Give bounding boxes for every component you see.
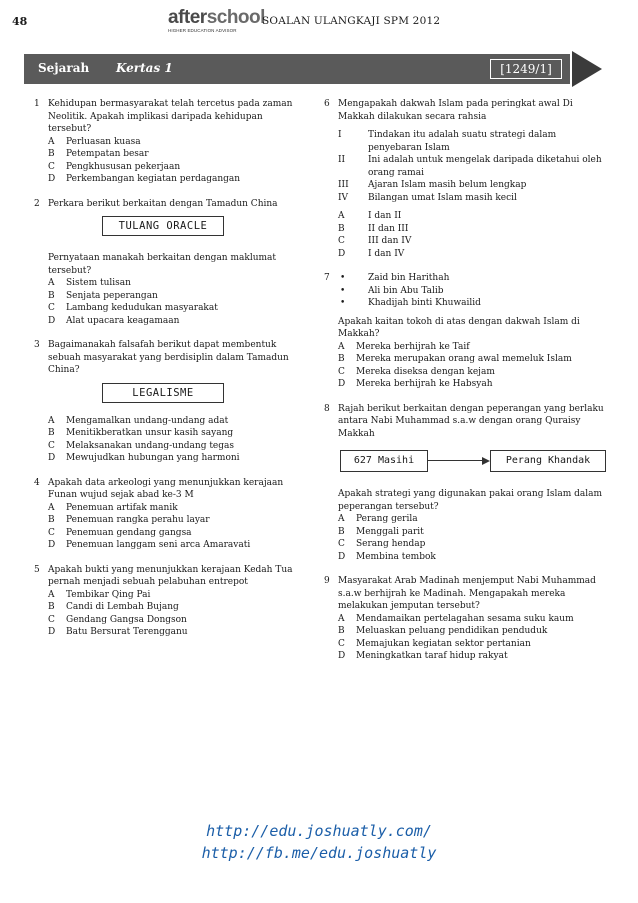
question-prompt: Pernyataan manakah berkaitan dengan maklumat tersebut? — [48, 253, 277, 276]
option-letter: B — [48, 602, 55, 612]
question-number: 8 — [324, 403, 330, 414]
question-stem: Perkara berikut berkaitan dengan Tamadun China — [48, 198, 278, 209]
statement-iv — [338, 192, 604, 205]
bullet-icon: • — [340, 273, 346, 283]
option-c[interactable] — [338, 366, 604, 379]
statement-text: Ini adalah untuk mengelak daripada diketahui oleh orang ramai — [368, 155, 602, 178]
right-column — [324, 98, 604, 675]
option-d[interactable] — [48, 626, 302, 639]
option-text: Membina tembok — [356, 551, 436, 562]
option-letter: B — [48, 428, 55, 438]
option-c[interactable] — [48, 527, 302, 540]
question-number: 2 — [34, 198, 40, 209]
option-text: Menggali parit — [356, 526, 424, 537]
option-letter: B — [338, 354, 345, 364]
question-2 — [34, 198, 302, 328]
option-b[interactable] — [338, 625, 604, 638]
option-text: Perang gerila — [356, 514, 418, 524]
arrow-right-icon — [572, 51, 602, 87]
header-title: SOALAN ULANGKAJI SPM 2012 — [262, 15, 441, 27]
option-text: Candi di Lembah Bujang — [66, 602, 179, 612]
bullet-text: Khadijah binti Khuwailid — [368, 298, 481, 308]
option-letter: A — [338, 211, 345, 221]
statement-numeral: III — [338, 180, 349, 190]
statement-text: Ajaran Islam masih belum lengkap — [368, 180, 527, 190]
question-stem: Kehidupan bermasyarakat telah tercetus pada zaman Neolitik. Apakah implikasi daripada kehidupan tersebut? — [48, 99, 293, 134]
option-text: Tembikar Qing Pai — [66, 589, 151, 600]
option-c[interactable] — [48, 614, 302, 627]
option-text: III dan IV — [368, 236, 412, 246]
option-b[interactable] — [48, 601, 302, 614]
option-text: Penemuan langgam seni arca Amaravati — [66, 540, 251, 550]
option-letter: A — [338, 514, 345, 524]
option-text: I dan IV — [368, 248, 405, 259]
option-letter: D — [338, 551, 346, 562]
option-a[interactable] — [48, 136, 302, 149]
option-letter: D — [338, 651, 346, 661]
question-stem: Bagaimanakah falsafah berikut dapat membentuk sebuah masyarakat yang berdisiplin dalam Tamadun China? — [48, 340, 289, 375]
option-c[interactable] — [48, 440, 302, 453]
flow-box-year: 627 Masihi — [340, 450, 428, 472]
footer-link-edu[interactable]: http://edu.joshuatly.com/ — [206, 822, 432, 840]
option-letter: D — [48, 627, 56, 637]
option-letter: D — [338, 248, 346, 259]
statement-i — [338, 129, 604, 154]
option-letter: C — [338, 539, 345, 549]
logo-tagline: HIGHER EDUCATION ADVISOR — [168, 28, 237, 33]
statement-numeral: IV — [338, 192, 349, 203]
option-text: Penemuan artifak manik — [66, 502, 178, 513]
flow-box-event: Perang Khandak — [490, 450, 606, 472]
option-a[interactable] — [338, 613, 604, 626]
option-letter: B — [48, 149, 55, 159]
option-text: Alat upacara keagamaan — [66, 315, 180, 326]
statement-text: Bilangan umat Islam masih kecil — [368, 192, 517, 203]
option-text: Perkembangan kegiatan perdagangan — [66, 174, 241, 184]
option-text: Gendang Gangsa Dongson — [66, 614, 187, 625]
option-c[interactable] — [338, 638, 604, 651]
option-text: Petempatan besar — [66, 149, 149, 159]
option-text: II dan III — [368, 223, 409, 234]
option-text: Senjata peperangan — [66, 290, 158, 301]
option-text: Mereka berhijrah ke Taif — [356, 341, 470, 352]
option-letter: D — [48, 453, 56, 463]
option-c[interactable] — [48, 302, 302, 315]
option-letter: C — [48, 161, 55, 172]
option-letter: C — [48, 440, 55, 451]
logo-wordmark — [168, 7, 265, 28]
bullet-text: Ali bin Abu Talib — [368, 285, 444, 296]
option-a[interactable] — [338, 210, 604, 223]
info-box: LEGALISME — [102, 383, 224, 403]
option-letter: B — [338, 223, 345, 234]
option-letter: C — [338, 638, 345, 649]
question-3 — [34, 339, 302, 465]
statement-text: Tindakan itu adalah suatu strategi dalam penyebaran Islam — [368, 130, 557, 153]
option-letter: B — [48, 515, 55, 525]
option-d[interactable] — [338, 551, 604, 564]
option-d[interactable] — [48, 173, 302, 186]
option-letter: B — [338, 526, 345, 537]
footer-links — [0, 820, 638, 864]
footer-link-fb[interactable]: http://fb.me/edu.joshuatly — [201, 844, 437, 862]
option-text: Meningkatkan taraf hidup rakyat — [356, 651, 508, 661]
question-1 — [34, 98, 302, 186]
question-number: 6 — [324, 99, 330, 109]
bullet-item — [338, 297, 604, 310]
option-d[interactable] — [48, 539, 302, 552]
question-number: 1 — [34, 99, 40, 109]
option-text: Mengamalkan undang-undang adat — [66, 415, 229, 426]
option-c[interactable] — [338, 538, 604, 551]
option-letter: A — [338, 613, 345, 624]
question-number: 3 — [34, 340, 40, 350]
statement-iii — [338, 179, 604, 192]
option-text: Pengkhususan pekerjaan — [66, 161, 181, 172]
paper-banner — [24, 54, 570, 84]
logo-accent: school — [206, 7, 265, 28]
option-letter: A — [48, 136, 55, 147]
option-letter: A — [338, 341, 345, 352]
logo-main: after — [168, 7, 207, 28]
option-letter: A — [48, 502, 55, 513]
question-number: 7 — [324, 273, 330, 283]
question-4 — [34, 477, 302, 552]
question-prompt: Apakah strategi yang digunakan pakai orang Islam dalam peperangan tersebut? — [338, 489, 603, 512]
option-text: Meluaskan peluang pendidikan penduduk — [356, 626, 548, 636]
option-letter: D — [48, 315, 56, 326]
question-number: 9 — [324, 576, 330, 586]
question-9 — [324, 575, 604, 663]
afterschool-logo — [168, 7, 265, 38]
option-d[interactable] — [338, 378, 604, 391]
option-d[interactable] — [338, 650, 604, 663]
question-stem: Rajah berikut berkaitan dengan peperangan yang berlaku antara Nabi Muhammad s.a.w dengan orang Quraisy Makkah — [338, 403, 604, 439]
option-b[interactable] — [338, 223, 604, 236]
option-a[interactable] — [338, 513, 604, 526]
option-b[interactable] — [48, 290, 302, 303]
option-text: Batu Bersurat Terengganu — [66, 627, 188, 637]
option-text: Mereka diseksa dengan kejam — [356, 366, 495, 377]
option-b[interactable] — [48, 514, 302, 527]
option-text: Perluasan kuasa — [66, 136, 141, 147]
option-d[interactable] — [48, 452, 302, 465]
option-letter: D — [338, 379, 346, 389]
option-b[interactable] — [48, 148, 302, 161]
option-letter: C — [338, 366, 345, 377]
option-text: Menitikberatkan unsur kasih sayang — [66, 428, 234, 438]
subject-label: Sejarah — [38, 61, 90, 75]
option-letter: C — [48, 527, 55, 538]
bullet-item — [338, 285, 604, 298]
option-letter: B — [338, 626, 345, 636]
option-c[interactable] — [48, 161, 302, 174]
bullet-item — [338, 272, 604, 285]
option-text: Melaksanakan undang-undang tegas — [66, 440, 235, 451]
statement-numeral: I — [338, 130, 342, 140]
flow-arrow-line — [428, 460, 484, 461]
option-text: Penemuan rangka perahu layar — [66, 515, 210, 525]
arrow-right-icon — [482, 457, 490, 465]
page-number: 48 — [12, 15, 28, 28]
option-text: Serang hendap — [356, 539, 426, 549]
option-letter: C — [338, 236, 345, 246]
question-number: 5 — [34, 564, 40, 575]
question-6 — [324, 98, 604, 260]
option-b[interactable] — [48, 427, 302, 440]
question-number: 4 — [34, 477, 40, 488]
option-letter: D — [48, 540, 56, 550]
option-a[interactable] — [338, 341, 604, 354]
option-letter: C — [48, 303, 55, 313]
statement-numeral: II — [338, 155, 346, 165]
question-stem: Apakah bukti yang menunjukkan kerajaan Kedah Tua pernah menjadi sebuah pelabuhan entrepot — [48, 564, 293, 587]
question-stem: Masyarakat Arab Madinah menjemput Nabi Muhammad s.a.w berhijrah ke Madinah. Mengapakah mereka melakukan jemputan tersebut? — [338, 576, 596, 611]
option-b[interactable] — [338, 526, 604, 539]
paper-code: [1249/1] — [490, 59, 562, 79]
question-stem: Mengapakah dakwah Islam pada peringkat awal Di Makkah dilakukan secara rahsia — [338, 99, 573, 122]
bullet-icon: • — [340, 298, 346, 308]
option-d[interactable] — [48, 315, 302, 328]
option-d[interactable] — [338, 248, 604, 261]
option-text: I dan II — [368, 211, 402, 221]
option-text: Lambang kedudukan masyarakat — [66, 303, 218, 313]
option-a[interactable] — [48, 415, 302, 428]
option-letter: A — [48, 278, 55, 288]
left-column — [34, 98, 302, 651]
question-stem: Apakah data arkeologi yang menunjukkan kerajaan Funan wujud sejak abad ke-3 M — [48, 477, 284, 500]
option-letter: A — [48, 415, 55, 426]
option-c[interactable] — [338, 235, 604, 248]
bullet-icon: • — [340, 285, 346, 296]
option-text: Penemuan gendang gangsa — [66, 527, 192, 538]
page-header — [0, 8, 638, 40]
question-8 — [324, 403, 604, 564]
bullet-text: Zaid bin Harithah — [368, 273, 450, 283]
option-letter: B — [48, 290, 55, 301]
option-text: Memajukan kegiatan sektor pertanian — [356, 638, 531, 649]
paper-label: Kertas 1 — [116, 61, 173, 75]
option-a[interactable] — [48, 589, 302, 602]
option-text: Mereka berhijrah ke Habsyah — [356, 379, 493, 389]
statement-ii — [338, 154, 604, 179]
info-box: TULANG ORACLE — [102, 216, 224, 236]
question-7 — [324, 272, 604, 391]
option-a[interactable] — [48, 277, 302, 290]
option-text: Mendamaikan pertelagahan sesama suku kaum — [356, 613, 574, 624]
question-stem: Apakah kaitan tokoh di atas dengan dakwah Islam di Makkah? — [338, 316, 580, 339]
option-text: Sistem tulisan — [66, 278, 131, 288]
option-a[interactable] — [48, 502, 302, 515]
option-text: Mereka merupakan orang awal memeluk Islam — [356, 354, 572, 364]
flow-diagram — [338, 448, 604, 478]
question-5 — [34, 564, 302, 639]
option-letter: A — [48, 589, 55, 600]
option-letter: D — [48, 174, 56, 184]
option-letter: C — [48, 614, 55, 625]
option-text: Mewujudkan hubungan yang harmoni — [66, 453, 240, 463]
option-b[interactable] — [338, 353, 604, 366]
